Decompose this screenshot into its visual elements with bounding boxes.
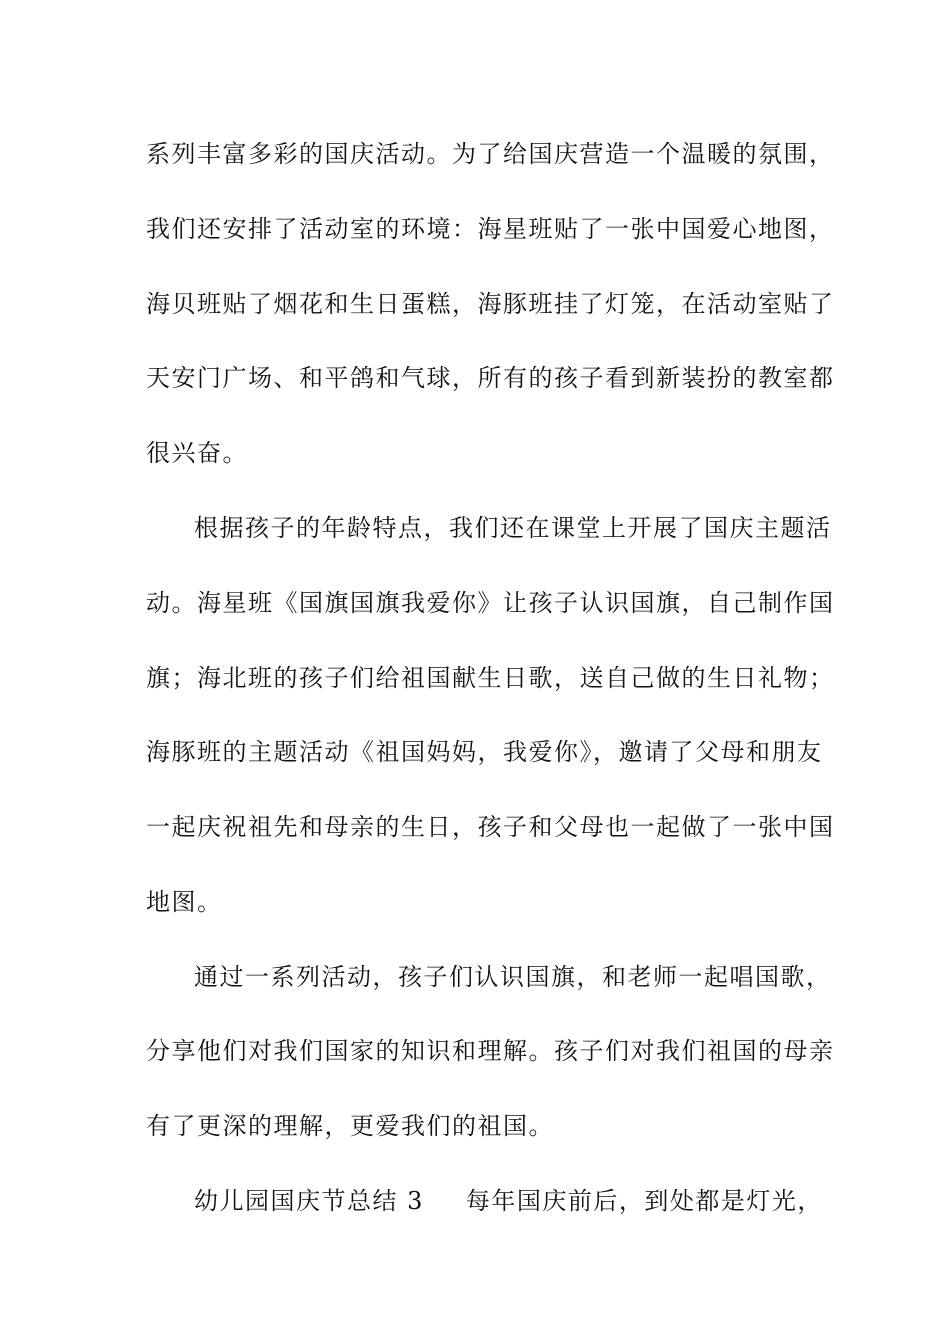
paragraph-1-line-1: 系列丰富多彩的国庆活动。为了给国庆营造一个温暖的氛围， [146, 140, 835, 168]
paragraph-4-line-1 [194, 1186, 823, 1216]
paragraph-1-line-2: 我们还安排了活动室的环境：海星班贴了一张中国爱心地图， [146, 215, 835, 243]
paragraph-2-line-5: 一起庆祝祖先和母亲的生日，孩子和父母也一起做了一张中国 [146, 813, 835, 841]
paragraph-1-line-4: 天安门广场、和平鸽和气球，所有的孩子看到新装扮的教室都 [146, 364, 835, 392]
section-heading: 幼儿园国庆节总结 3 [194, 1187, 424, 1215]
paragraph-2-line-6: 地图。 [146, 888, 223, 916]
paragraph-2-line-4: 海豚班的主题活动《祖国妈妈，我爱你》，邀请了父母和朋友 [146, 738, 823, 766]
paragraph-1-line-3: 海贝班贴了烟花和生日蛋糕，海豚班挂了灯笼，在活动室贴了 [146, 290, 835, 318]
paragraph-2-line-3: 旗；海北班的孩子们给祖国献生日歌，送自己做的生日礼物； [146, 664, 835, 692]
paragraph-2-line-2: 动。海星班《国旗国旗我爱你》让孩子认识国旗，自己制作国 [146, 589, 835, 617]
paragraph-4-text: 每年国庆前后，到处都是灯光， [465, 1187, 823, 1215]
paragraph-2-line-1: 根据孩子的年龄特点，我们还在课堂上开展了国庆主题活 [194, 514, 832, 542]
paragraph-3-line-2: 分享他们对我们国家的知识和理解。孩子们对我们祖国的母亲 [146, 1037, 835, 1065]
paragraph-3-line-3: 有了更深的理解，更爱我们的祖国。 [146, 1112, 554, 1140]
paragraph-1-line-5: 很兴奋。 [146, 439, 248, 467]
paragraph-3-line-1: 通过一系列活动，孩子们认识国旗，和老师一起唱国歌， [194, 963, 832, 991]
